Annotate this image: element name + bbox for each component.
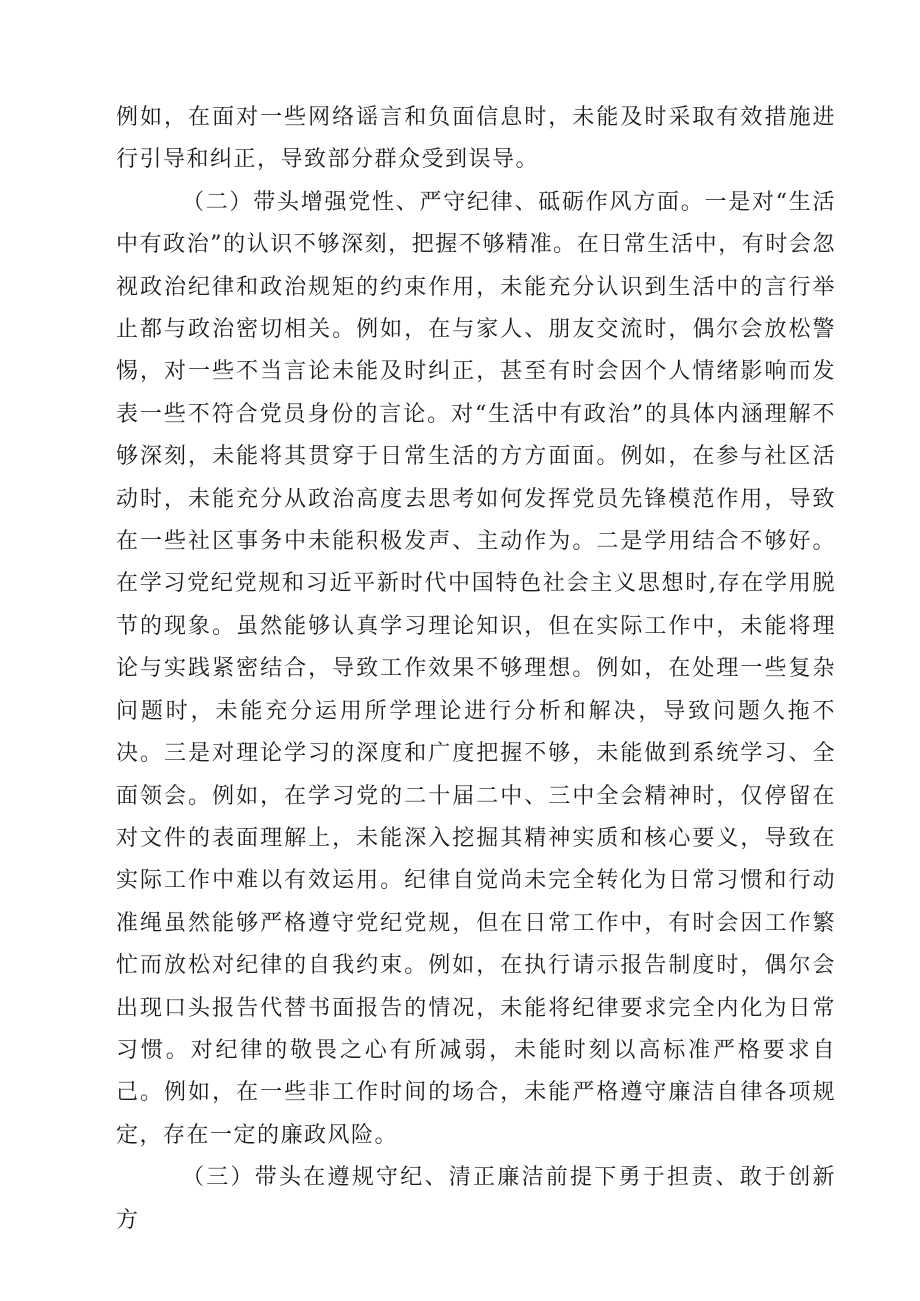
document-page xyxy=(116,97,836,1242)
paragraph-section-two: （二）带头增强党性、严守纪律、砥砺作风方面。一是对“生活中有政治”的认识不够深刻，把握不够精准。在日常生活中，有时会忽视政治纪律和政治规矩的约束作用，未能充分认识到生活中的言行举止都与政治密切相关。例如，在与家人、朋友交流时，偶尔会放松警惕，对一些不当言论未能及时纠正，甚至有时会因个人情绪影响而发表一些不符合党员身份的言论。对“生活中有政治”的具体内涵理解不够深刻，未能将其贯穿于日常生活的方方面面。例如，在参与社区活动时，未能充分从政治高度去思考如何发挥党员先锋模范作用，导致在一些社区事务中未能积极发声、主动作为。二是学用结合不够好。在学习党纪党规和习近平新时代中国特色社会主义思想时,存在学用脱节的现象。虽然能够认真学习理论知识，但在实际工作中，未能将理论与实践紧密结合，导致工作效果不够理想。例如，在处理一些复杂问题时，未能充分运用所学理论进行分析和解决，导致问题久拖不决。三是对理论学习的深度和广度把握不够，未能做到系统学习、全面领会。例如，在学习党的二十届二中、三中全会精神时，仅停留在对文件的表面理解上，未能深入挖掘其精神实质和核心要义，导致在实际工作中难以有效运用。纪律自觉尚未完全转化为日常习惯和行动准绳虽然能够严格遵守党纪党规，但在日常工作中，有时会因工作繁忙而放松对纪律的自我约束。例如，在执行请示报告制度时，偶尔会出现口头报告代替书面报告的情况，未能将纪律要求完全内化为日常习惯。对纪律的敬畏之心有所减弱，未能时刻以高标准严格要求自己。例如，在一些非工作时间的场合，未能严格遵守廉洁自律各项规定，存在一定的廉政风险。 xyxy=(116,189,836,1148)
paragraph-section-three-heading: （三）带头在遵规守纪、清正廉洁前提下勇于担责、敢于创新方 xyxy=(116,1165,836,1233)
paragraph-continuation: 例如，在面对一些网络谣言和负面信息时，未能及时采取有效措施进行引导和纠正，导致部分群众受到误导。 xyxy=(116,105,836,173)
